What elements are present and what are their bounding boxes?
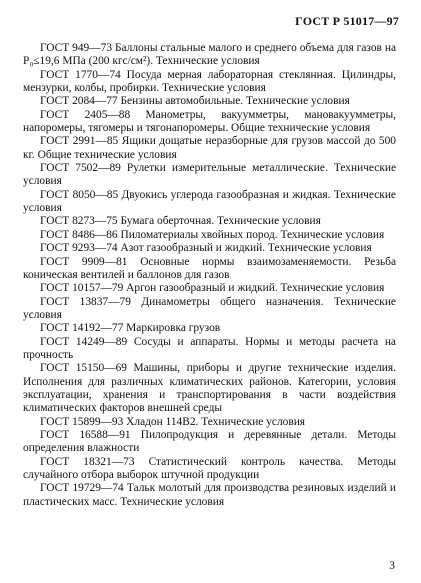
standards-reference-list — [23, 42, 396, 509]
list-item: ГОСТ 16588—91 Пилопродукция и деревянные детали. Методы определения влажности — [23, 428, 396, 455]
list-item: ГОСТ 10157—79 Аргон газообразный и жидкий. Технические условия — [40, 282, 385, 295]
list-item: ГОСТ 15150—69 Машины, приборы и другие технические изделия. Исполнения для различных климатических районов. Категории, условия эксплуатации, хранения и транспортирования в части воздействия климатических факторов внешней среды — [23, 362, 396, 415]
document-code-header: ГОСТ Р 51017—97 — [295, 14, 399, 28]
list-item: ГОСТ 7502—89 Рулетки измерительные металлические. Технические условия — [23, 162, 396, 188]
list-item: ГОСТ 2991—85 Ящики дощатые неразборные для грузов массой до 500 кг. Общие технические условия — [23, 135, 396, 161]
list-item: ГОСТ 19729—74 Тальк молотый для производства резиновых изделий и пластических масс. Технические условия — [23, 482, 396, 508]
list-item: ГОСТ 2405—88 Манометры, вакуумметры, мановакуумметры, напоромеры, тягомеры и тягонапоромеры. Общие технические условия — [23, 108, 396, 135]
list-item: ГОСТ 15899—93 Хладон 114В2. Технические условия — [40, 415, 306, 428]
list-item: ГОСТ 9909—81 Основные нормы взаимозаменяемости. Резьба коническая вентилей и баллонов для газов — [23, 255, 396, 281]
list-item: ГОСТ 9293—74 Азот газообразный и жидкий. Технические условия — [40, 242, 372, 255]
page-number: 3 — [389, 560, 395, 572]
list-item: ГОСТ 14192—77 Маркировка грузов — [40, 322, 221, 335]
list-item: ГОСТ 14249—89 Сосуды и аппараты. Нормы и методы расчета на прочность — [23, 335, 396, 361]
list-item: ГОСТ 949—73 Баллоны стальные малого и среднего объема для газов на P₀≤19,6 МПа (200 кгс/см²). Технические условия — [23, 42, 396, 68]
list-item: ГОСТ 2084—77 Бензины автомобильные. Технические условия — [40, 95, 350, 108]
list-item: ГОСТ 1770—74 Посуда мерная лабораторная стеклянная. Цилиндры, мензурки, колбы, пробирки. Технические условия — [23, 68, 396, 95]
list-item: ГОСТ 8486—86 Пиломатериалы хвойных пород. Технические условия — [40, 228, 385, 241]
list-item: ГОСТ 18321—73 Статистический контроль качества. Методы случайного отбора выборок штучной продукции — [23, 455, 396, 481]
list-item: ГОСТ 13837—79 Динамометры общего назначения. Технические условия — [23, 295, 396, 321]
list-item: ГОСТ 8273—75 Бумага оберточная. Технические условия — [40, 215, 321, 228]
list-item: ГОСТ 8050—85 Двуокись углерода газообразная и жидкая. Технические условия — [23, 188, 396, 215]
